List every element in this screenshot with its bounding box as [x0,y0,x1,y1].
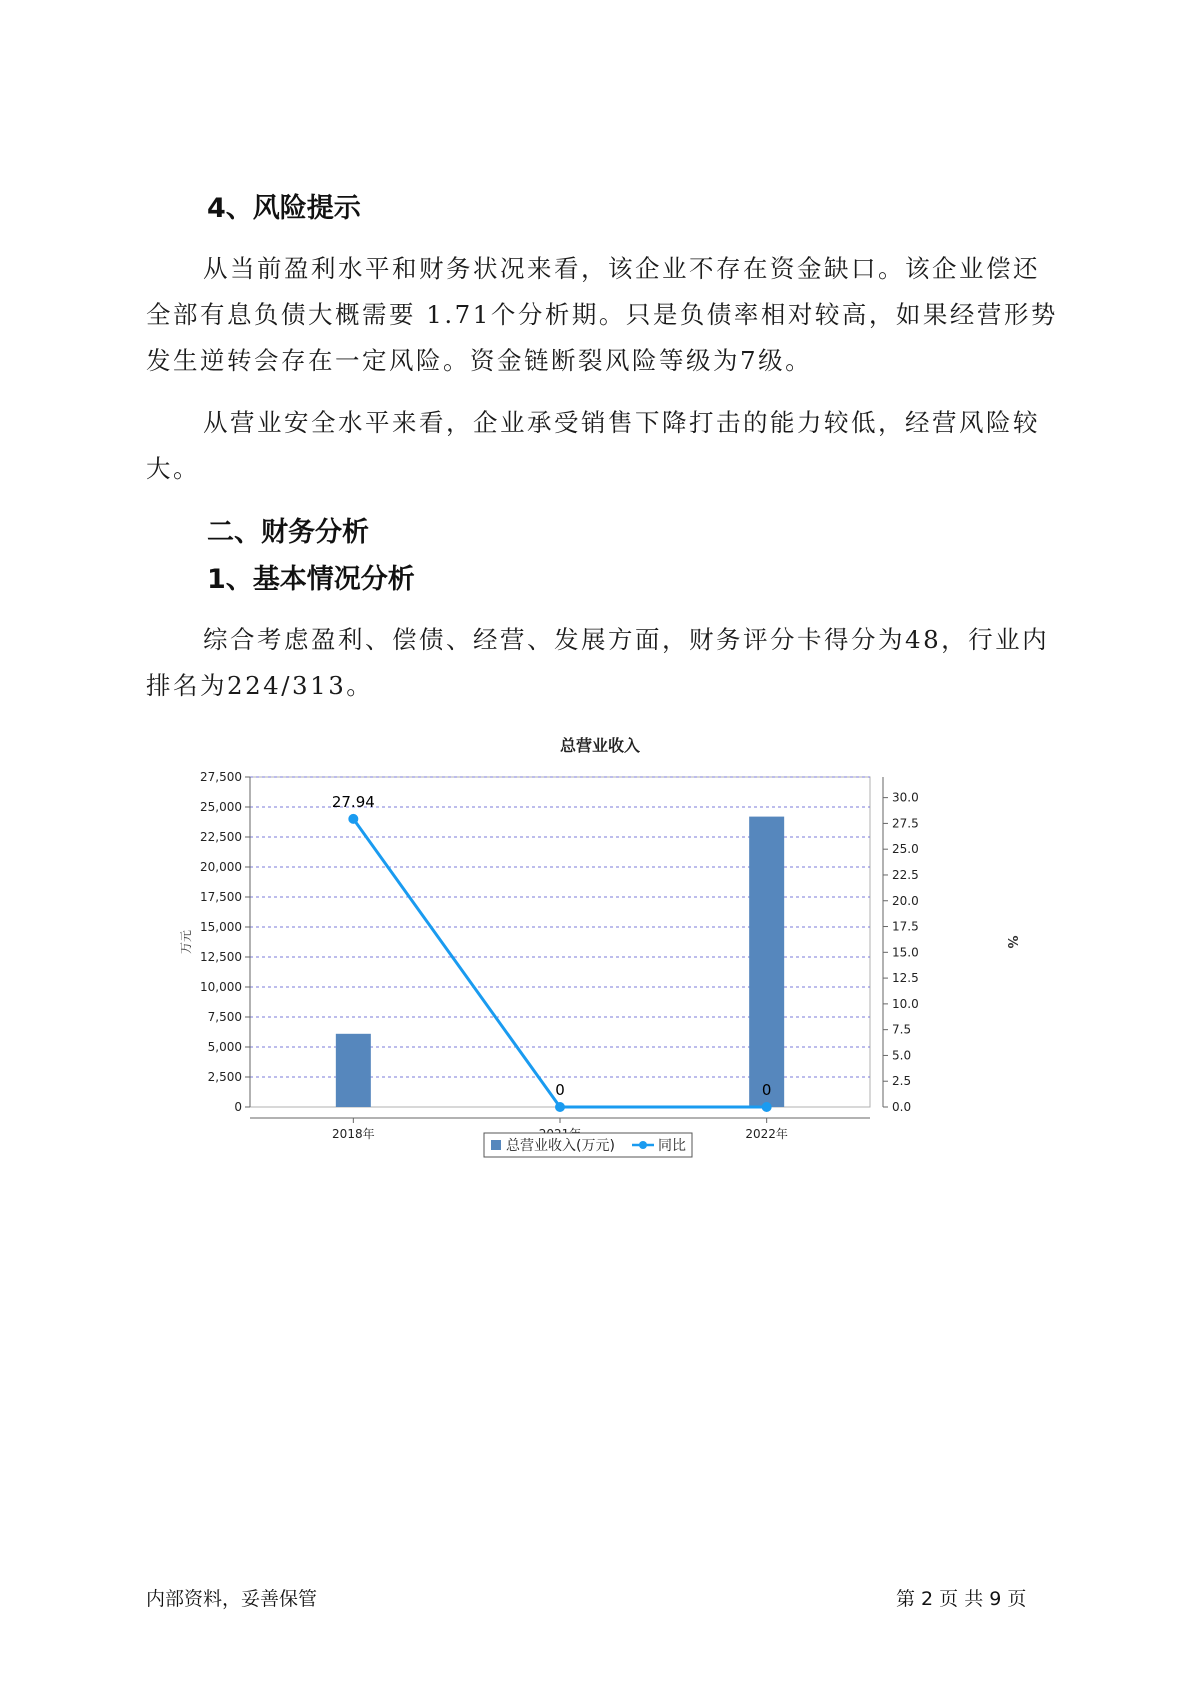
right-tick-label: 30.0 [892,790,919,805]
basic-analysis-subheading: 1、基本情况分析 [207,564,415,595]
left-tick-label: 15,000 [200,920,242,934]
risk-paragraph-2: 从营业安全水平来看，企业承受销售下降打击的能力较低，经营风险较大。 [146,408,1040,483]
left-tick-label: 10,000 [200,980,242,994]
legend-bar-label: 总营业收入(万元) [506,1138,615,1154]
basic-analysis-paragraph: 综合考虑盈利、偿债、经营、发展方面，财务评分卡得分为48，行业内排名为224/313。 [146,625,1050,700]
right-tick-label: 20.0 [892,893,919,908]
right-axis [883,777,919,1114]
right-tick-label: 2.5 [892,1074,912,1089]
finance-heading: 二、财务分析 [207,517,369,548]
right-tick-label: 10.0 [892,996,919,1011]
right-tick-label: 22.5 [892,867,919,882]
yoy-point [762,1102,772,1112]
left-tick-label: 12,500 [200,950,242,964]
yoy-point [348,814,358,824]
left-tick-label: 7,500 [207,1010,242,1024]
legend-line-marker [639,1141,647,1149]
y-axis-label: 万元 [179,929,193,955]
yoy-data-label: 0 [555,1081,565,1099]
right-tick-label: 17.5 [892,919,919,934]
yoy-data-label: 27.94 [331,792,375,811]
footer-page-number: 第 2 页 共 9 页 [896,1588,1027,1610]
legend-bar-swatch [491,1140,501,1150]
risk-heading: 4、风险提示 [207,193,361,224]
chart-legend [484,1133,692,1157]
chart-title: 总营业收入 [559,736,641,755]
right-tick-label: 12.5 [892,971,919,986]
x-tick-label: 2022年 [745,1127,788,1141]
left-tick-label: 17,500 [200,890,242,904]
y2-axis-label: % [1004,935,1019,949]
left-tick-label: 2,500 [207,1070,242,1084]
left-axis [200,770,250,1114]
right-tick-label: 7.5 [892,1022,912,1037]
left-tick-label: 25,000 [200,800,242,814]
left-tick-label: 27,500 [200,770,242,784]
legend-line-label: 同比 [658,1138,686,1154]
revenue-bar [336,1034,371,1107]
revenue-bar [749,817,784,1107]
risk-paragraph-1: 从当前盈利水平和财务状况来看，该企业不存在资金缺口。该企业偿还全部有息负债大概需要 1.71个分析期。只是负债率相对较高，如果经营形势发生逆转会存在一定风险。资金链断裂风险等级为7级。 [146,254,1058,375]
right-tick-label: 25.0 [892,842,919,857]
left-tick-label: 5,000 [207,1040,242,1054]
left-tick-label: 22,500 [200,830,242,844]
left-tick-label: 20,000 [200,860,242,874]
yoy-point [555,1102,565,1112]
yoy-data-label: 0 [761,1081,772,1099]
left-tick-label: 0 [234,1100,242,1114]
right-tick-label: 27.5 [892,816,919,831]
revenue-chart [170,727,1020,1187]
right-tick-label: 0.0 [892,1100,912,1114]
right-tick-label: 5.0 [892,1048,912,1063]
right-tick-label: 15.0 [892,945,919,960]
footer-note: 内部资料，妥善保管 [146,1588,318,1610]
x-tick-label: 2018年 [332,1127,375,1141]
